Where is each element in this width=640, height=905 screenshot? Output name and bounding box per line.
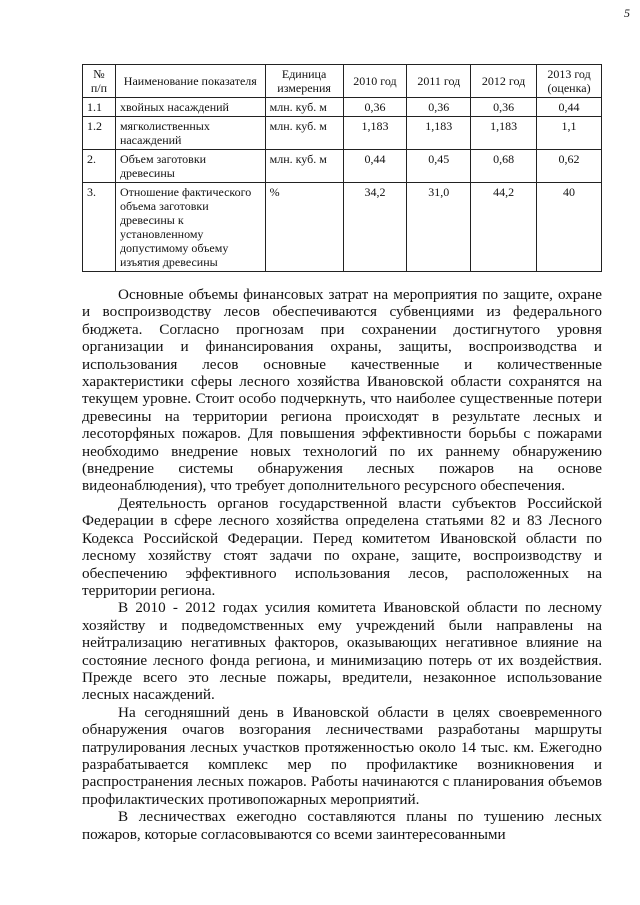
cell-number: 3.: [83, 183, 116, 272]
cell-unit: %: [265, 183, 343, 272]
header-2011: 2011 год: [407, 65, 471, 98]
paragraph: В лесничествах ежегодно составляются планы по тушению лесных пожаров, которые согласовываются со всеми заинтересованными: [82, 808, 602, 843]
cell-indicator: Объем заготовки древесины: [115, 150, 265, 183]
cell-value: 0,62: [537, 150, 602, 183]
cell-unit: млн. куб. м: [265, 117, 343, 150]
cell-number: 2.: [83, 150, 116, 183]
header-2012: 2012 год: [471, 65, 537, 98]
cell-indicator: Отношение фактического объема заготовки древесины к установленному допустимому объему изъятия древесины: [115, 183, 265, 272]
cell-number: 1.2: [83, 117, 116, 150]
header-number: № п/п: [83, 65, 116, 98]
table-row: [83, 117, 602, 150]
cell-value: 1,1: [537, 117, 602, 150]
cell-value: 34,2: [343, 183, 407, 272]
cell-unit: млн. куб. м: [265, 98, 343, 117]
cell-value: 0,36: [407, 98, 471, 117]
cell-value: 31,0: [407, 183, 471, 272]
cell-value: 44,2: [471, 183, 537, 272]
cell-unit: млн. куб. м: [265, 150, 343, 183]
cell-number: 1.1: [83, 98, 116, 117]
body-text: [82, 286, 602, 843]
indicators-table: [82, 64, 602, 272]
cell-value: 1,183: [407, 117, 471, 150]
cell-value: 0,36: [343, 98, 407, 117]
header-2013: 2013 год (оценка): [537, 65, 602, 98]
cell-indicator: хвойных насаждений: [115, 98, 265, 117]
cell-value: 0,45: [407, 150, 471, 183]
cell-value: 1,183: [343, 117, 407, 150]
header-unit: Единица измерения: [265, 65, 343, 98]
cell-indicator: мягколиственных насаждений: [115, 117, 265, 150]
table-row: [83, 150, 602, 183]
table-row: [83, 183, 602, 272]
cell-value: 0,68: [471, 150, 537, 183]
header-2010: 2010 год: [343, 65, 407, 98]
paragraph: В 2010 - 2012 годах усилия комитета Ивановской области по лесному хозяйству и подведомственных ему учреждений были направлены на нейтрализацию негативных факторов, оказывающих негативное влияние на состояние лесного фонда региона, и минимизацию потерь от их воздействия. Прежде всего это лесные пожары, вредители, незаконное использование лесных насаждений.: [82, 599, 602, 704]
cell-value: 0,44: [537, 98, 602, 117]
header-indicator: Наименование показателя: [115, 65, 265, 98]
paragraph: Деятельность органов государственной власти субъектов Российской Федерации в сфере лесного хозяйства определена статьями 82 и 83 Лесного Кодекса Российской Федерации. Перед комитетом Ивановской области по лесному хозяйству стоят задачи по охране, защите, воспроизводству и обеспечению эффективного использования лесов, расположенных на территории региона.: [82, 494, 602, 599]
paragraph: Основные объемы финансовых затрат на мероприятия по защите, охране и воспроизводству лесов обеспечиваются субвенциями из федерального бюджета. Согласно прогнозам при сохранении достигнутого уровня организации и финансирования охраны, защиты, воспроизводства и использования лесов основные качественные и количественные характеристики сферы лесного хозяйства Ивановской области сохранятся на текущем уровне. Стоит особо подчеркнуть, что наиболее существенные потери древесины на территории региона происходят в результате лесных и лесоторфяных пожаров. Для повышения эффективности борьбы с пожарами необходимо внедрение новых технологий по их раннему обнаружению (внедрение системы обнаружения лесных пожаров на основе видеонаблюдения), что требует дополнительного ресурсного обеспечения.: [82, 286, 602, 495]
cell-value: 40: [537, 183, 602, 272]
paragraph: На сегодняшний день в Ивановской области в целях своевременного обнаружения очагов возгорания лесничествами разработаны маршруты патрулирования лесных участков протяженностью около 14 тыс. км. Ежегодно разрабатывается комплекс мер по профилактике возникновения и распространения лесных пожаров. Работы начинаются с планирования объемов профилактических противопожарных мероприятий.: [82, 703, 602, 808]
page-number: 5: [624, 6, 630, 20]
cell-value: 0,36: [471, 98, 537, 117]
cell-value: 0,44: [343, 150, 407, 183]
table-header-row: [83, 65, 602, 98]
table-row: [83, 98, 602, 117]
cell-value: 1,183: [471, 117, 537, 150]
